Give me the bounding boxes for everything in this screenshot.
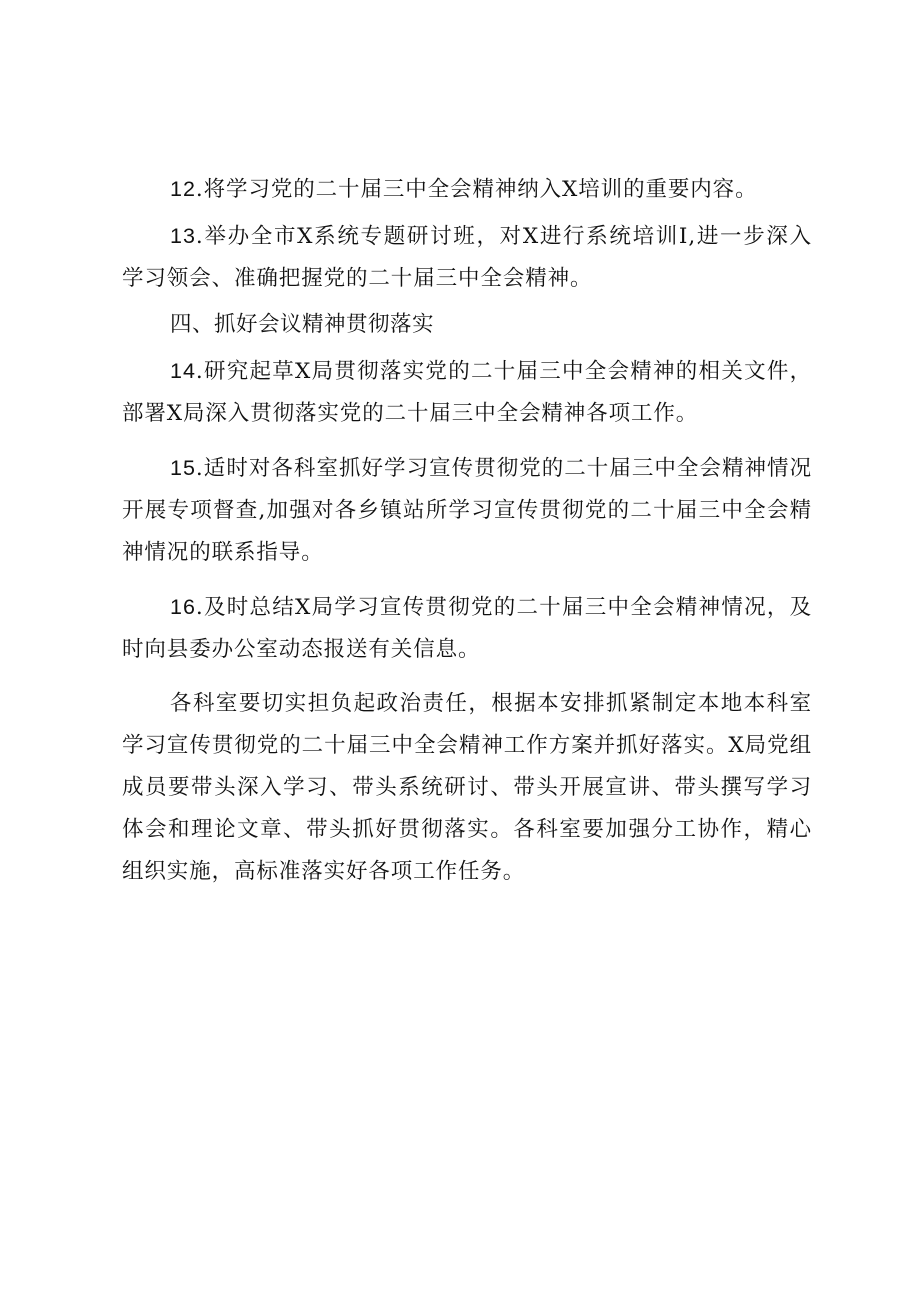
list-item-13 (122, 215, 812, 300)
item-text: .举办全市X系统专题研讨班，对X进行系统培训I,进一步深入学习领会、准确把握党的二十届三中全会精神。 (122, 224, 812, 291)
item-number: 13 (170, 224, 196, 248)
item-text: .及时总结X局学习宣传贯彻党的二十届三中全会精神情况，及时向县委办公室动态报送有关信息。 (122, 595, 812, 662)
list-item-15 (122, 447, 812, 574)
item-number: 15 (170, 456, 196, 480)
item-text: .将学习党的二十届三中全会精神纳入X培训的重要内容。 (195, 177, 758, 202)
item-text: .适时对各科室抓好学习宣传贯彻党的二十届三中全会精神情况开展专项督查,加强对各乡镇站所学习宣传贯彻党的二十届三中全会精神情况的联系指导。 (122, 456, 812, 565)
closing-paragraph: 各科室要切实担负起政治责任，根据本安排抓紧制定本地本科室学习宣传贯彻党的二十届三中全会精神工作方案并抓好落实。X局党组成员要带头深入学习、带头系统研讨、带头开展宣讲、带头撰写学习体会和理论文章、带头抓好贯彻落实。各科室要加强分工协作，精心组织实施，高标准落实好各项工作任务。 (122, 691, 812, 884)
item-number: 16 (170, 595, 196, 619)
document-body (122, 168, 812, 893)
section-heading: 四、抓好会议精神贯彻落实 (170, 312, 435, 337)
list-item-12 (122, 168, 812, 211)
item-number: 14 (170, 359, 196, 383)
list-item-14 (122, 350, 812, 435)
item-number: 12 (170, 177, 196, 201)
item-text: .研究起草X局贯彻落实党的二十届三中全会精神的相关文件，部署X局深入贯彻落实党的二十届三中全会精神各项工作。 (122, 359, 812, 426)
list-item-16 (122, 586, 812, 671)
